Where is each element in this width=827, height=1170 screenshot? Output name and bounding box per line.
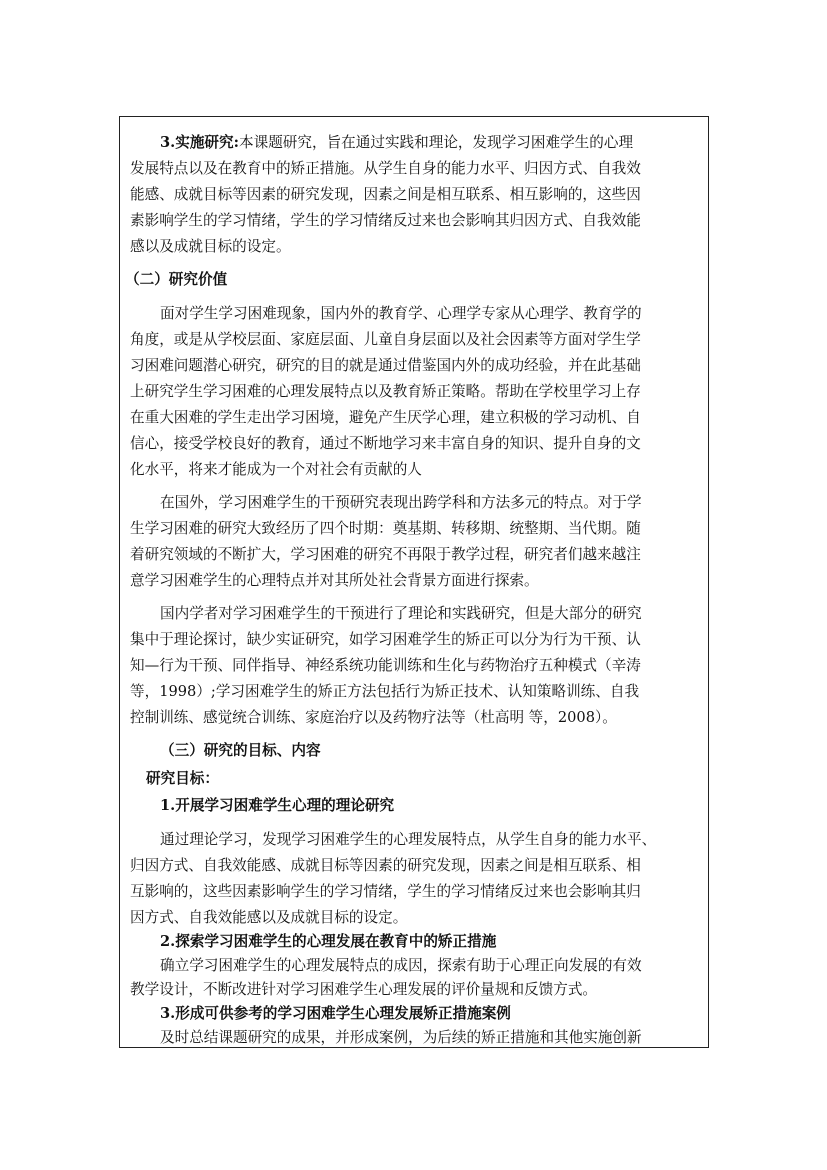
section-heading: （三）研究的目标、内容 — [160, 742, 321, 759]
paragraph-line: 感以及成就目标的设定。 — [130, 238, 291, 255]
paragraph-line: 确立学习困难学生的心理发展特点的成因，探索有助于心理正向发展的有效 — [160, 957, 642, 974]
subsection-title: 3.形成可供参考的学习困难学生心理发展矫正措施案例 — [160, 1005, 511, 1022]
subsection-title: 2.探索学习困难学生的心理发展在教育中的矫正措施 — [160, 933, 497, 950]
paragraph-line: 信心，接受学校良好的教育，通过不断地学习来丰富自身的知识、提升自身的文 — [130, 435, 641, 452]
paragraph-line: 等，1998）;学习困难学生的矫正方法包括行为矫正技术、认知策略训练、自我 — [130, 683, 640, 700]
paragraph-line: 面对学生学习困难现象，国内外的教育学、心理学专家从心理学、教育学的 — [160, 305, 642, 322]
paragraph-line: 教学设计，不断改进针对学习困难学生心理发展的评价量规和反馈方式。 — [130, 981, 598, 998]
paragraph-line: 意学习困难学生的心理特点并对其所处社会背景方面进行探索。 — [130, 572, 539, 589]
goal-label: 研究目标： — [146, 770, 219, 787]
paragraph-line: 上研究学生学习困难的心理发展特点以及教育矫正策略。帮助在学校里学习上存 — [130, 383, 641, 400]
paragraph-line: 知—行为干预、同伴指导、神经系统功能训练和生化与药物治疗五种模式（辛涛 — [130, 657, 641, 674]
paragraph-line: 素影响学生的学习情绪，学生的学习情绪反过来也会影响其归因方式、自我效能 — [130, 212, 641, 229]
paragraph-line: 3.实施研究:本课题研究，旨在通过实践和理论，发现学习困难学生的心理 — [160, 134, 634, 151]
section-heading: （二）研究价值 — [125, 271, 228, 288]
paragraph-line: 控制训练、感觉统合训练、家庭治疗以及药物疗法等（杜高明 等，2008）。 — [130, 709, 617, 726]
paragraph-line: 通过理论学习，发现学习困难学生的心理发展特点，从学生自身的能力水平、 — [160, 831, 657, 848]
subsection-title: 1.开展学习困难学生心理的理论研究 — [160, 797, 395, 814]
paragraph-line: 在国外，学习困难学生的干预研究表现出跨学科和方法多元的特点。对于学 — [160, 494, 642, 511]
paragraph-line: 及时总结课题研究的成果，并形成案例，为后续的矫正措施和其他实施创新 — [160, 1029, 642, 1046]
paragraph-line: 因方式、自我效能感以及成就目标的设定。 — [130, 909, 408, 926]
section-label: 3.实施研究: — [160, 134, 239, 151]
paragraph-line: 角度，或是从学校层面、家庭层面、儿童自身层面以及社会因素等方面对学生学 — [130, 331, 641, 348]
paragraph-line: 归因方式、自我效能感、成就目标等因素的研究发现，因素之间是相互联系、相 — [130, 857, 641, 874]
paragraph-line: 着研究领域的不断扩大，学习困难的研究不再限于教学过程，研究者们越来越注 — [130, 546, 641, 563]
paragraph-line: 发展特点以及在教育中的矫正措施。从学生自身的能力水平、归因方式、自我效 — [130, 160, 641, 177]
paragraph-line: 在重大困难的学生走出学习困境，避免产生厌学心理，建立积极的学习动机、自 — [130, 409, 641, 426]
paragraph-line: 习困难问题潜心研究，研究的目的就是通过借鉴国内外的成功经验，并在此基础 — [130, 357, 641, 374]
paragraph-line: 生学习困难的研究大致经历了四个时期：奠基期、转移期、统整期、当代期。随 — [130, 520, 641, 537]
paragraph-line: 化水平，将来才能成为一个对社会有贡献的人 — [130, 461, 422, 478]
paragraph-line: 能感、成就目标等因素的研究发现，因素之间是相互联系、相互影响的，这些因 — [130, 186, 641, 203]
paragraph-line: 国内学者对学习困难学生的干预进行了理论和实践研究，但是大部分的研究 — [160, 605, 642, 622]
paragraph-line: 互影响的，这些因素影响学生的学习情绪，学生的学习情绪反过来也会影响其归 — [130, 883, 641, 900]
paragraph-line: 集中于理论探讨，缺少实证研究，如学习困难学生的矫正可以分为行为干预、认 — [130, 631, 641, 648]
